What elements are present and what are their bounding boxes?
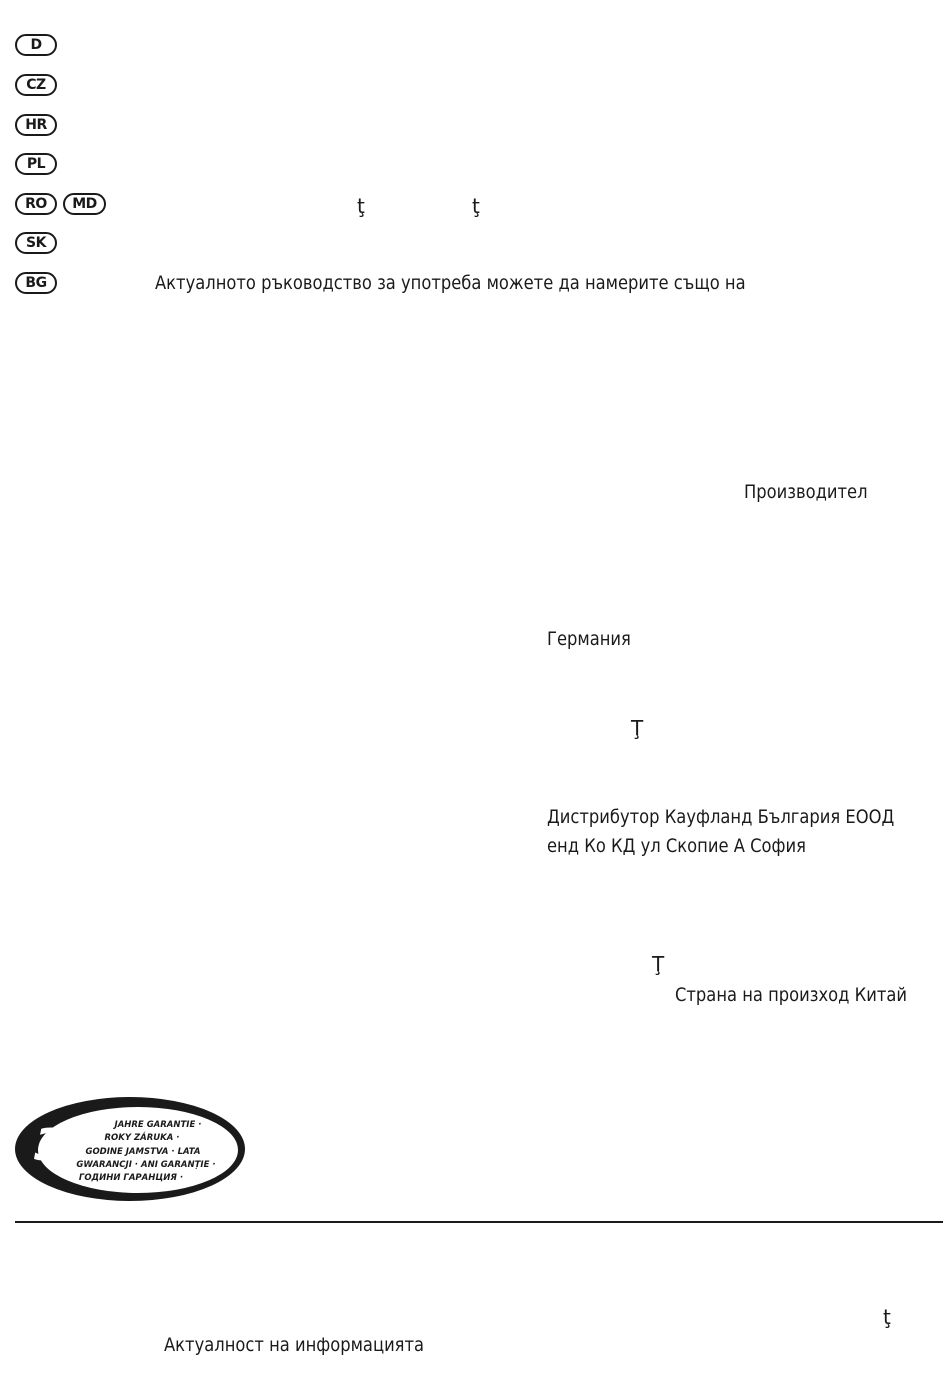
country-badge-md: MD xyxy=(63,193,106,215)
country-badge-d: D xyxy=(15,34,57,56)
country-badge-pl: PL xyxy=(15,153,57,175)
guarantee-line-3: GODINE JAMSTVA · LATA xyxy=(85,1147,201,1157)
country-badge-ro: RO xyxy=(15,193,57,215)
guarantee-number: 3 xyxy=(34,1120,65,1171)
t-cedilla-upper-mark-1: Ţ xyxy=(631,716,644,740)
ro-t-cedilla-mark-1: ţ xyxy=(357,194,365,218)
distributor-line-2: енд Ко КД ул Скопие А София xyxy=(547,835,806,857)
guarantee-line-5: ГОДИНИ ГАРАНЦИЯ · xyxy=(78,1173,184,1183)
guarantee-line-2: ROKY ZÁRUKA · xyxy=(104,1133,180,1143)
info-current-label: Актуалност на информацията xyxy=(164,1334,425,1356)
country-badge-hr: HR xyxy=(15,114,57,136)
country-badge-sk: SK xyxy=(15,232,57,254)
guarantee-line-4: GWARANCJI · ANI GARANȚIE · xyxy=(76,1160,216,1170)
manufacturer-label: Производител xyxy=(744,481,868,503)
t-cedilla-upper-mark-2: Ţ xyxy=(652,952,665,976)
distributor-line-1: Дистрибутор Кауфланд България ЕООД xyxy=(547,806,895,828)
ro-t-cedilla-mark-2: ţ xyxy=(472,194,480,218)
divider-rule xyxy=(15,1221,943,1223)
bg-manual-note: Актуалното ръководство за употреба можете да намерите също на xyxy=(155,272,746,294)
country-of-origin: Страна на произход Китай xyxy=(675,984,907,1006)
germany-text: Германия xyxy=(547,628,631,650)
guarantee-line-1: JAHRE GARANTIE · xyxy=(114,1120,202,1130)
country-badge-bg: BG xyxy=(15,272,57,294)
bottom-t-cedilla-mark: ţ xyxy=(883,1305,891,1329)
country-badge-cz: CZ xyxy=(15,74,57,96)
guarantee-logo xyxy=(12,1093,248,1205)
